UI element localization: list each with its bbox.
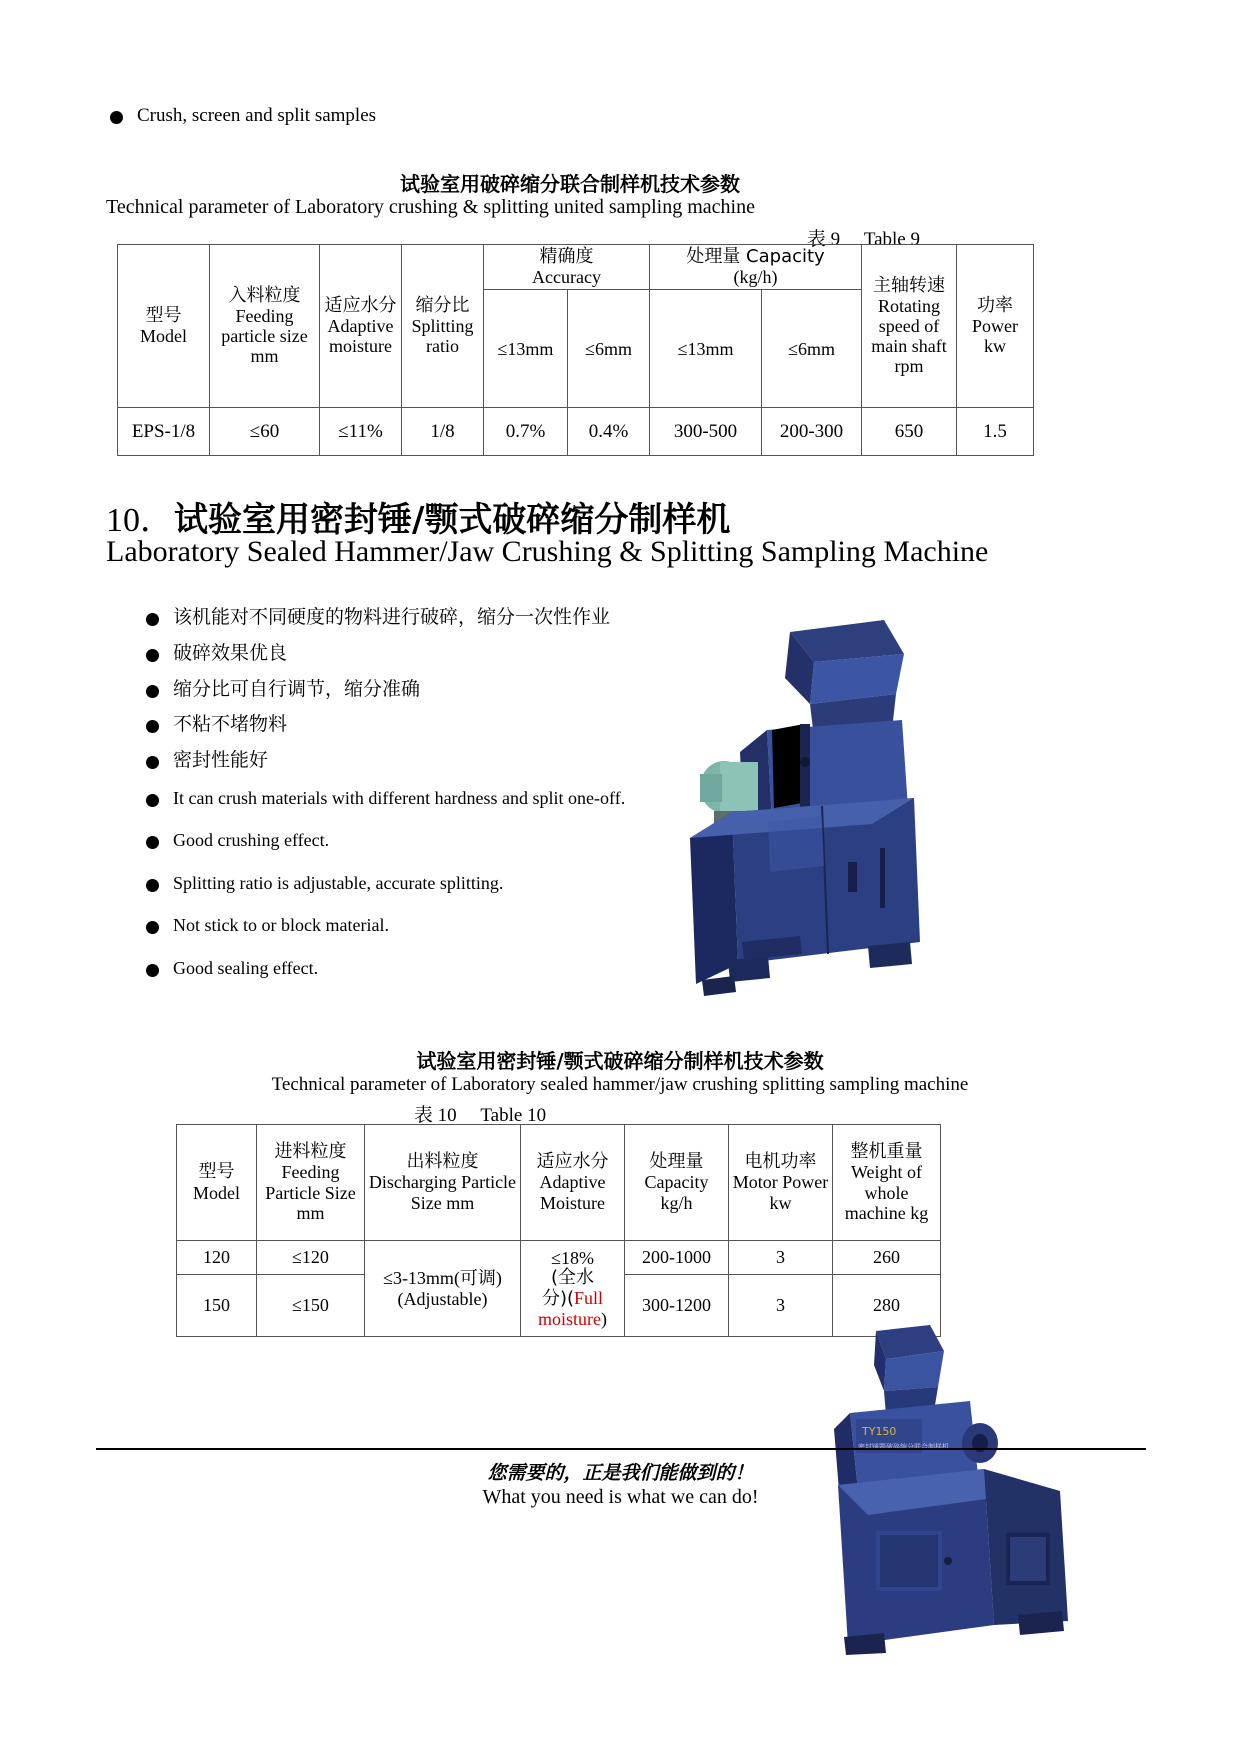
- th10-feeding-cn: 进料粒度: [274, 1141, 347, 1163]
- list-item: [146, 642, 706, 666]
- th10-feeding-en: Feeding Particle Size mm: [265, 1162, 356, 1223]
- th-moisture-en: Adaptive moisture: [327, 316, 394, 357]
- th-model-en: Model: [140, 326, 187, 347]
- th-rotating-cn: 主轴转速: [873, 274, 946, 296]
- cell10-feeding-1: ≤150: [257, 1275, 365, 1337]
- cell10-capacity-0: 200-1000: [625, 1241, 729, 1275]
- top-bullet-text: Crush, screen and split samples: [137, 105, 377, 126]
- list-item: [146, 606, 706, 630]
- cell10-moisture-full: Full: [574, 1288, 604, 1308]
- th10-weight: [833, 1125, 941, 1241]
- table-row: [177, 1125, 941, 1241]
- th10-feeding: [257, 1125, 365, 1241]
- bullet-dot-icon: [146, 756, 159, 769]
- th-power-en: Power kw: [972, 316, 1019, 357]
- cell-power: 1.5: [957, 408, 1034, 456]
- cell-rotating: 650: [862, 408, 957, 456]
- list-item: [146, 787, 706, 810]
- th10-moisture-cn: 适应水分: [536, 1151, 609, 1173]
- table9-caption-english: Technical parameter of Laboratory crushing & splitting united sampling machine: [106, 196, 755, 218]
- th-capacity-cn: 处理量 Capacity: [686, 246, 825, 267]
- list-item: [146, 872, 706, 895]
- feature-en-1: Good crushing effect.: [173, 830, 330, 851]
- cell10-feeding-0: ≤120: [257, 1241, 365, 1275]
- th10-moisture-en: Adaptive Moisture: [539, 1172, 606, 1213]
- th10-motor-en: Motor Power kw: [732, 1172, 829, 1213]
- cell10-motor-0: 3: [729, 1241, 833, 1275]
- th10-discharging-cn: 出料粒度: [406, 1151, 479, 1173]
- feature-en-4: Good sealing effect.: [173, 957, 319, 978]
- th10-discharging-en: Discharging Particle Size mm: [368, 1172, 517, 1213]
- feature-cn-4: 密封性能好: [173, 749, 269, 771]
- th10-capacity: [625, 1125, 729, 1241]
- list-item: [146, 914, 706, 937]
- list-item: [146, 749, 706, 773]
- cell10-moisture-line3-a: 分)(: [541, 1288, 575, 1309]
- list-item: [146, 678, 706, 702]
- th10-capacity-en: Capacity kg/h: [644, 1172, 709, 1213]
- th10-model-cn: 型号: [198, 1161, 235, 1183]
- bullet-dot-icon: [146, 720, 159, 733]
- product-photo-crusher-1: [672, 612, 1002, 997]
- cell10-moisture: [521, 1241, 625, 1337]
- footer-slogan-chinese: 您需要的，正是我们能做到的！: [487, 1462, 754, 1484]
- th-accuracy-13mm: ≤13mm: [484, 290, 568, 408]
- cell10-moisture-line2: (全水: [550, 1266, 595, 1288]
- th-accuracy-en: Accuracy: [532, 267, 601, 288]
- th10-motor-cn: 电机功率: [744, 1151, 817, 1173]
- th-rotating-en: Rotating speed of main shaft rpm: [871, 295, 947, 377]
- th-ratio-en: Splitting ratio: [411, 316, 474, 357]
- bullet-dot-icon: [146, 921, 159, 934]
- th-accuracy-cn: 精确度: [539, 246, 594, 267]
- table-technical-parameters-9: [117, 244, 1034, 456]
- th-model-cn: 型号: [145, 305, 182, 326]
- section-number: 10．: [106, 502, 174, 539]
- th-power-cn: 功率: [977, 294, 1014, 316]
- th10-moisture: [521, 1125, 625, 1241]
- th-model: [118, 245, 210, 408]
- feature-cn-3: 不粘不堵物料: [173, 713, 288, 736]
- th-feeding-en: Feeding particle size mm: [221, 306, 308, 367]
- table-technical-parameters-10: [176, 1124, 941, 1337]
- th-ratio-cn: 缩分比: [415, 294, 470, 316]
- feature-cn-2: 缩分比可自行调节，缩分准确: [173, 677, 421, 700]
- table-row: [118, 408, 1034, 456]
- cell10-moisture-line1: ≤18%: [551, 1247, 594, 1268]
- th-splitting-ratio: [402, 245, 484, 408]
- th-feeding-cn: 入料粒度: [228, 284, 301, 306]
- table9-caption-chinese: 试验室用破碎缩分联合制样机技术参数: [400, 172, 740, 196]
- table-row: [118, 245, 1034, 290]
- cell10-motor-1: 3: [729, 1275, 833, 1337]
- th10-motor: [729, 1125, 833, 1241]
- th-moisture-cn: 适应水分: [324, 294, 397, 316]
- list-item: [110, 104, 810, 128]
- cell-accuracy-13: 0.7%: [484, 408, 568, 456]
- th-capacity-6mm: ≤6mm: [762, 290, 862, 408]
- bullet-dot-icon: [146, 685, 159, 698]
- bullet-dot-icon: [146, 794, 159, 807]
- th10-capacity-cn: 处理量: [649, 1151, 704, 1173]
- cell-capacity-6: 200-300: [762, 408, 862, 456]
- cell10-moisture-line3: [523, 1288, 622, 1309]
- bullet-dot-icon: [146, 649, 159, 662]
- bullet-dot-icon: [146, 836, 159, 849]
- th-accuracy-6mm: ≤6mm: [568, 290, 650, 408]
- bullet-dot-icon: [110, 111, 123, 124]
- feature-en-2: Splitting ratio is adjustable, accurate splitting.: [173, 872, 504, 893]
- feature-en-0: It can crush materials with different hardness and split one-off.: [173, 787, 626, 808]
- bullet-dot-icon: [146, 964, 159, 977]
- cell10-weight-0: 260: [833, 1241, 941, 1275]
- th10-weight-en: Weight of whole machine kg: [844, 1162, 929, 1223]
- feature-list: [146, 606, 706, 985]
- th-rotating-speed: [862, 245, 957, 408]
- feature-cn-1: 破碎效果优良: [173, 641, 288, 664]
- cell10-moisture-line4-b: ): [601, 1309, 607, 1330]
- feature-en-3: Not stick to or block material.: [173, 915, 389, 936]
- cell10-capacity-1: 300-1200: [625, 1275, 729, 1337]
- table10-caption-chinese: 试验室用密封锤/颚式破碎缩分制样机技术参数: [416, 1049, 824, 1073]
- cell10-discharging-line2: (Adjustable): [397, 1288, 488, 1309]
- table9-number: 表 9 Table 9: [806, 229, 920, 250]
- cell-model: EPS-1/8: [118, 408, 210, 456]
- cell-accuracy-6: 0.4%: [568, 408, 650, 456]
- list-item: [146, 829, 706, 852]
- bullet-dot-icon: [146, 879, 159, 892]
- th10-model-en: Model: [193, 1182, 240, 1203]
- section-title-cn: 试验室用密封锤/颚式破碎缩分制样机: [174, 500, 731, 540]
- th-power: [957, 245, 1034, 408]
- th-feeding-size: [210, 245, 320, 408]
- cell10-model-0: 120: [177, 1241, 257, 1275]
- list-item: [146, 957, 706, 980]
- section-heading-english: Laboratory Sealed Hammer/Jaw Crushing & Splitting Sampling Machine: [106, 535, 989, 568]
- table10-caption-english: Technical parameter of Laboratory sealed hammer/jaw crushing splitting sampling machine: [271, 1074, 969, 1095]
- th-capacity-13mm: ≤13mm: [650, 290, 762, 408]
- cell10-moisture-line4: [523, 1309, 622, 1329]
- photo2-caption: 密封锤颚破碎缩分联合制样机: [858, 1443, 949, 1451]
- table10-number: 表 10 Table 10: [413, 1105, 547, 1126]
- bullet-dot-icon: [146, 613, 159, 626]
- th-accuracy-group: [484, 245, 650, 290]
- cell10-model-1: 150: [177, 1275, 257, 1337]
- cell-ratio: 1/8: [402, 408, 484, 456]
- th-capacity-group: [650, 245, 862, 290]
- footer-divider: [96, 1448, 1146, 1450]
- footer-slogan-english: What you need is what we can do!: [482, 1486, 759, 1508]
- list-item: [146, 713, 706, 737]
- th10-discharging: [365, 1125, 521, 1241]
- th10-model: [177, 1125, 257, 1241]
- th10-weight-cn: 整机重量: [850, 1141, 923, 1163]
- cell10-weight-1: 280: [833, 1275, 941, 1337]
- cell-feeding: ≤60: [210, 408, 320, 456]
- table-row: [177, 1241, 941, 1275]
- feature-cn-0: 该机能对不同硬度的物料进行破碎，缩分一次性作业: [173, 606, 611, 628]
- cell-capacity-13: 300-500: [650, 408, 762, 456]
- th-adaptive-moisture: [320, 245, 402, 408]
- photo2-model-tag: TY150: [862, 1425, 897, 1438]
- cell10-discharging: [365, 1241, 521, 1337]
- cell10-discharging-line1: ≤3-13mm(可调): [383, 1268, 502, 1289]
- cell-moisture: ≤11%: [320, 408, 402, 456]
- cell10-moisture-moisture: moisture: [538, 1309, 601, 1330]
- th-capacity-en: (kg/h): [733, 267, 778, 288]
